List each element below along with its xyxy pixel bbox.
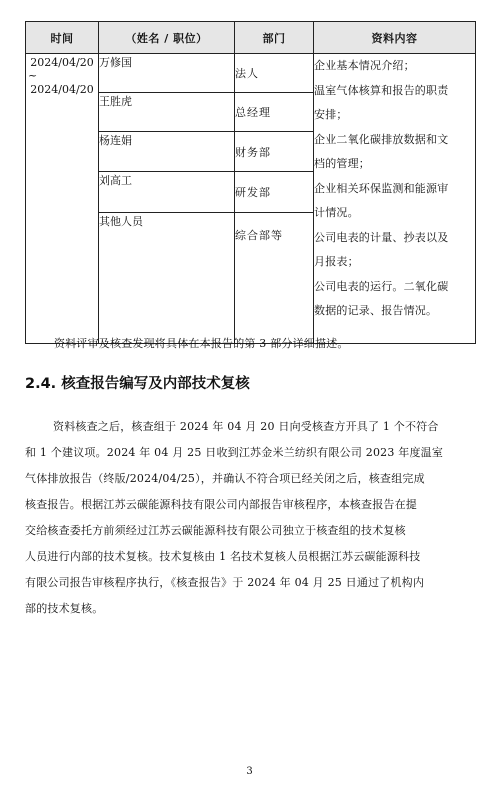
time-end: 2024/04/20 bbox=[30, 83, 94, 96]
header-department: 部门 bbox=[235, 22, 314, 54]
header-content: 资料内容 bbox=[314, 22, 476, 54]
paragraph-line: 有限公司报告审核程序执行，《核查报告》于 2024 年 04 月 25 日通过了机构内 bbox=[25, 576, 425, 589]
table-row bbox=[26, 54, 476, 93]
content-line: 企业二氧化碳排放数据和文 bbox=[314, 132, 449, 146]
header-name-position: （姓名 / 职位） bbox=[99, 22, 235, 54]
dept-cell: 法人 bbox=[235, 54, 314, 93]
content-line: 计情况。 bbox=[314, 206, 359, 219]
interview-table bbox=[25, 21, 476, 344]
content-line: 公司电表的运行。二氧化碳 bbox=[314, 279, 449, 293]
time-cell bbox=[26, 54, 99, 344]
dept-cell: 研发部 bbox=[235, 172, 314, 213]
name-cell: 刘高工 bbox=[99, 172, 235, 213]
content-line: 企业相关环保监测和能源审 bbox=[314, 181, 449, 195]
paragraph-line: 和 1 个建议项。2024 年 04 月 25 日收到江苏金米兰纺织有限公司 2023 年度温室 bbox=[25, 446, 444, 459]
content-line: 公司电表的计量、抄表以及 bbox=[314, 230, 449, 244]
page-number: 3 bbox=[246, 766, 253, 777]
paragraph-line: 核查报告。根据江苏云碳能源科技有限公司内部报告审核程序，本核查报告在提 bbox=[25, 498, 417, 511]
paragraph-line: 资料核查之后，核查组于 2024 年 04 月 20 日向受核查方开具了 1 个不符合 bbox=[53, 420, 439, 433]
content-line: 企业基本情况介绍； bbox=[314, 59, 415, 72]
content-line: 温室气体核算和报告的职责 bbox=[314, 83, 449, 97]
header-time: 时间 bbox=[26, 22, 99, 54]
paragraph-line: 人员进行内部的技术复核。技术复核由 1 名技术复核人员根据江苏云碳能源科技 bbox=[25, 550, 421, 563]
content-line: 档的管理； bbox=[314, 157, 370, 170]
name-cell: 万修国 bbox=[99, 54, 235, 93]
paragraph-line: 部的技术复核。 bbox=[25, 602, 104, 615]
section-heading: 2.4. 核查报告编写及内部技术复核 bbox=[25, 376, 250, 392]
table-note: 资料评审及核查发现将具体在本报告的第 3 部分详细描述。 bbox=[54, 337, 349, 350]
table-header-row bbox=[26, 22, 476, 54]
section-paragraph bbox=[25, 414, 475, 622]
time-separator: ~ bbox=[28, 69, 38, 82]
paragraph-line: 气体排放报告（终版/2024/04/25），并确认不符合项已经关闭之后，核查组完成 bbox=[25, 472, 425, 485]
name-cell: 杨连娟 bbox=[99, 132, 235, 172]
content-line: 数据的记录、报告情况。 bbox=[314, 304, 438, 317]
dept-cell: 综合部等 bbox=[235, 213, 314, 344]
dept-cell: 总经理 bbox=[235, 93, 314, 132]
paragraph-line: 交给核查委托方前须经过江苏云碳能源科技有限公司独立于核查组的技术复核 bbox=[25, 524, 406, 537]
name-cell: 其他人员 bbox=[99, 213, 235, 344]
content-line: 月报表； bbox=[314, 255, 359, 268]
content-cell bbox=[314, 54, 476, 344]
dept-cell: 财务部 bbox=[235, 132, 314, 172]
name-cell: 王胜虎 bbox=[99, 93, 235, 132]
content-line: 安排； bbox=[314, 108, 348, 121]
time-start: 2024/04/20 bbox=[30, 56, 94, 69]
